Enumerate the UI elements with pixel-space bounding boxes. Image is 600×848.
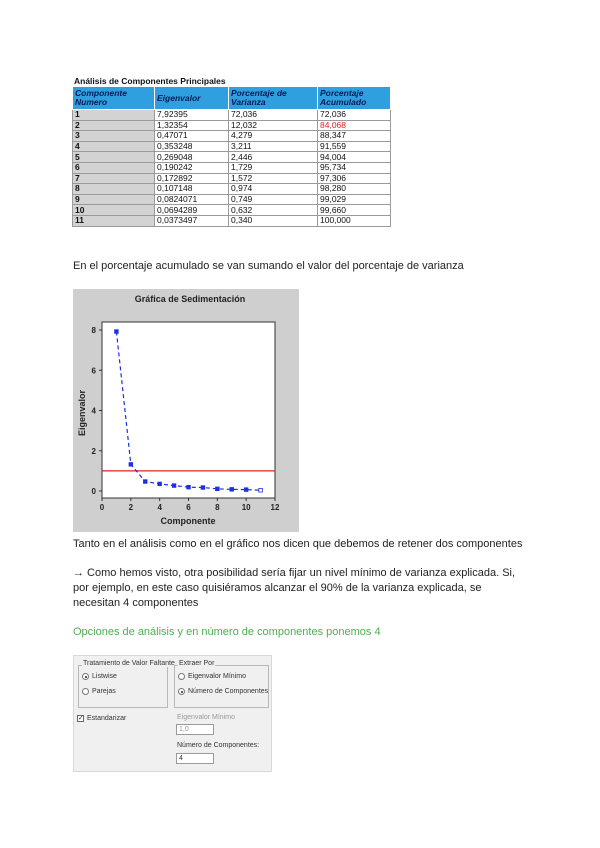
- x-tick-label: 4: [157, 503, 162, 512]
- radio-num-components-circle[interactable]: [178, 688, 185, 695]
- y-axis-label: Eigenvalor: [77, 389, 87, 437]
- radio-listwise-circle[interactable]: [82, 673, 89, 680]
- min-eigenvalue-input[interactable]: 1,0: [176, 724, 214, 735]
- table-row: [73, 110, 391, 121]
- table-header-0: Componente Numero: [73, 87, 155, 110]
- table-cell: 9: [73, 194, 155, 205]
- table-header-3: Porcentaje Acumulado: [318, 87, 391, 110]
- table-cell: 0,340: [229, 215, 318, 226]
- table-row: [73, 141, 391, 152]
- x-tick-label: 6: [186, 503, 191, 512]
- table-cell: 0,0824071: [155, 194, 229, 205]
- chart-title: Gráfica de Sedimentación: [134, 294, 246, 304]
- table-cell: 97,306: [318, 173, 391, 184]
- table-cell: 91,559: [318, 141, 391, 152]
- y-axis-ticks: [92, 326, 102, 496]
- table-cell: 0,47071: [155, 131, 229, 142]
- table-cell: 99,029: [318, 194, 391, 205]
- table-cell: 1,729: [229, 162, 318, 173]
- missing-values-group: [78, 665, 168, 708]
- table-row: [73, 173, 391, 184]
- table-cell: 2: [73, 120, 155, 131]
- table-cell: 12,032: [229, 120, 318, 131]
- checkbox-standardize-box[interactable]: ✓: [78, 715, 84, 722]
- table-cell: 7,92395: [155, 110, 229, 121]
- data-point: [129, 463, 133, 467]
- table-row: [73, 205, 391, 216]
- table-cell: 0,0694289: [155, 205, 229, 216]
- table-cell: 0,107148: [155, 184, 229, 195]
- data-point: [230, 488, 234, 492]
- checkbox-standardize-label: Estandarizar: [87, 715, 127, 722]
- x-tick-label: 12: [270, 503, 280, 512]
- x-tick-label: 0: [99, 503, 105, 512]
- table-cell: 0,749: [229, 194, 318, 205]
- data-point: [201, 486, 205, 490]
- y-tick-label: 4: [91, 406, 96, 416]
- y-tick-label: 8: [91, 326, 96, 335]
- data-point: [143, 480, 147, 484]
- analysis-options-dialog: [73, 655, 272, 772]
- table-header-row: [73, 87, 391, 110]
- radio-num-components-label: Número de Componentes: [188, 688, 269, 695]
- table-row: [73, 184, 391, 195]
- table-title: Análisis de Componentes Principales: [74, 76, 226, 86]
- data-point: [259, 488, 263, 492]
- plot-area: [102, 322, 275, 498]
- extract-by-group-title: Extraer Por: [179, 660, 215, 667]
- table-cell: 4,279: [229, 131, 318, 142]
- checkbox-standardize[interactable]: [77, 715, 126, 722]
- y-tick-label: 0: [91, 487, 96, 496]
- scree-plot: [73, 289, 299, 532]
- x-axis-ticks: [100, 498, 280, 512]
- table-row: [73, 131, 391, 142]
- radio-min-eigenvalue[interactable]: [178, 673, 246, 680]
- paragraph-variance-line2: por ejemplo, en este caso quisiéramos alcanzar el 90% de la varianza explicada, se: [73, 582, 482, 594]
- min-eigenvalue-label: Eigenvalor Mínimo: [177, 714, 235, 721]
- table-cell: 3: [73, 131, 155, 142]
- missing-values-group-title: Tratamiento de Valor Faltante: [83, 660, 175, 667]
- table-cell: 1,572: [229, 173, 318, 184]
- num-components-input[interactable]: 4: [176, 753, 214, 764]
- data-point: [244, 488, 248, 492]
- num-components-label: Número de Componentes:: [177, 742, 260, 749]
- x-tick-label: 2: [128, 503, 134, 512]
- table-cell: 72,036: [318, 110, 391, 121]
- table-cell: 72,036: [229, 110, 318, 121]
- table-cell: 99,660: [318, 205, 391, 216]
- table-row: [73, 194, 391, 205]
- scree-plot-svg: [73, 289, 299, 532]
- section-heading: Opciones de análisis y en número de componentes ponemos 4: [73, 626, 381, 638]
- table-cell: 6: [73, 162, 155, 173]
- table-header-1: Eigenvalor: [155, 87, 229, 110]
- y-tick-label: 2: [91, 446, 96, 456]
- x-tick-label: 8: [215, 503, 220, 512]
- paragraph-conclusion: Tanto en el análisis como en el gráfico nos dicen que debemos de retener dos componentes: [73, 538, 523, 550]
- table-cell: 2,446: [229, 152, 318, 163]
- data-point: [115, 330, 119, 334]
- table-cell: 1,32354: [155, 120, 229, 131]
- paragraph-variance-line1: → Como hemos visto, otra posibilidad sería fijar un nivel mínimo de varianza explicada. Si,: [73, 567, 516, 579]
- table-body: [73, 110, 391, 227]
- table-row: [73, 120, 391, 131]
- table-row: [73, 215, 391, 226]
- radio-min-eigenvalue-circle[interactable]: [178, 673, 185, 680]
- radio-num-components[interactable]: [178, 688, 268, 695]
- pca-table: [72, 86, 391, 227]
- table-cell: 0,190242: [155, 162, 229, 173]
- x-axis-label: Componente: [160, 516, 216, 526]
- table-cell: 0,0373497: [155, 215, 229, 226]
- radio-listwise[interactable]: [82, 673, 117, 680]
- radio-min-eigenvalue-label: Eigenvalor Mínimo: [188, 673, 246, 680]
- radio-pairwise-label: Parejas: [92, 688, 116, 695]
- x-tick-label: 10: [241, 503, 251, 512]
- table-row: [73, 152, 391, 163]
- table-row: [73, 162, 391, 173]
- data-point: [187, 485, 191, 489]
- radio-pairwise-circle[interactable]: [82, 688, 89, 695]
- extract-by-group: [174, 665, 269, 708]
- table-cell: 1: [73, 110, 155, 121]
- table-cell: 88,347: [318, 131, 391, 142]
- table-cell: 0,974: [229, 184, 318, 195]
- table-cell: 8: [73, 184, 155, 195]
- table-cell: 98,280: [318, 184, 391, 195]
- paragraph-cumulative: En el porcentaje acumulado se van sumando el valor del porcentaje de varianza: [73, 260, 464, 272]
- table-header-2: Porcentaje de Varianza: [229, 87, 318, 110]
- table-cell: 11: [73, 215, 155, 226]
- table-cell: 94,004: [318, 152, 391, 163]
- table-cell: 100,000: [318, 215, 391, 226]
- table-cell: 84,068: [318, 120, 391, 131]
- data-point: [172, 484, 176, 488]
- radio-listwise-label: Listwise: [92, 673, 117, 680]
- table-cell: 10: [73, 205, 155, 216]
- radio-pairwise[interactable]: [82, 688, 116, 695]
- table-cell: 4: [73, 141, 155, 152]
- y-tick-label: 6: [91, 366, 96, 376]
- table-cell: 5: [73, 152, 155, 163]
- paragraph-variance-line3: necesitan 4 componentes: [73, 597, 199, 609]
- data-point: [158, 482, 162, 486]
- table-cell: 0,172892: [155, 173, 229, 184]
- table-cell: 0,632: [229, 205, 318, 216]
- table-cell: 0,269048: [155, 152, 229, 163]
- data-point: [216, 487, 220, 491]
- table-cell: 0,353248: [155, 141, 229, 152]
- table-cell: 3,211: [229, 141, 318, 152]
- table-cell: 95,734: [318, 162, 391, 173]
- table-cell: 7: [73, 173, 155, 184]
